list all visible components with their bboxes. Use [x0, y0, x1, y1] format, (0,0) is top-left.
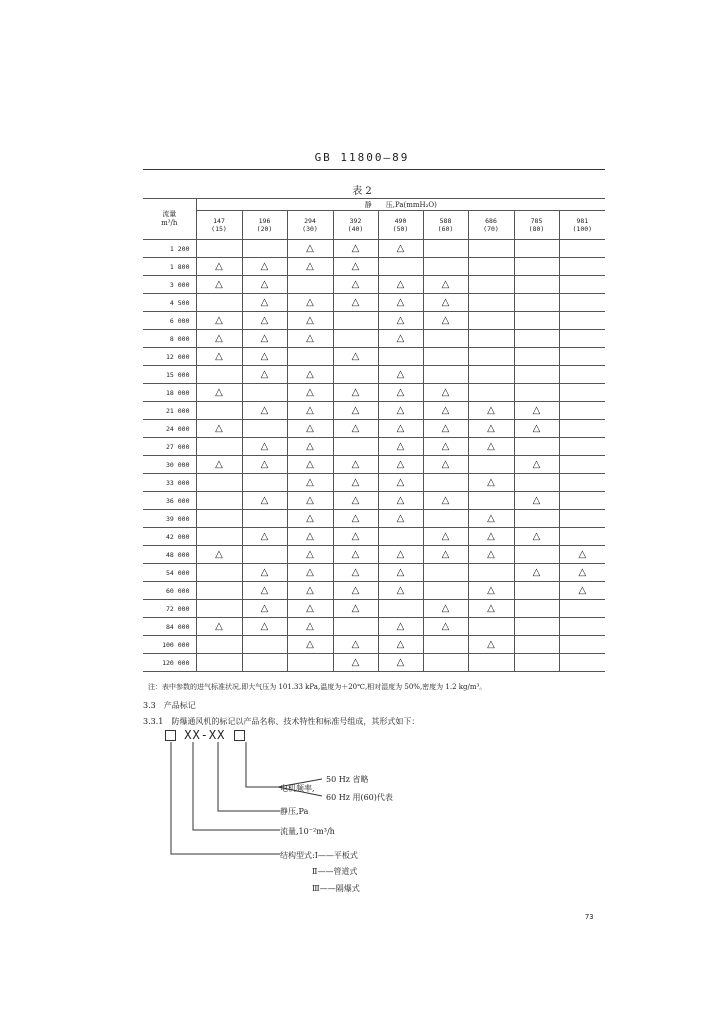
- triangle-mark-icon: △: [260, 296, 269, 308]
- triangle-mark-icon: △: [351, 242, 360, 254]
- flow-value: 100 000: [143, 636, 196, 654]
- triangle-mark-icon: △: [396, 332, 405, 344]
- triangle-mark-icon: △: [441, 422, 450, 434]
- triangle-mark-icon: △: [215, 278, 223, 290]
- triangle-mark-icon: △: [306, 260, 314, 272]
- triangle-mark-icon: △: [578, 566, 587, 578]
- triangle-mark-icon: △: [396, 242, 405, 254]
- freq-label: 电机频率,: [280, 784, 315, 793]
- static-pressure-header: 静 压,Pa(mmH₂O): [196, 199, 605, 211]
- triangle-mark-icon: △: [351, 548, 360, 560]
- pressure-mmh2o: (30): [302, 225, 318, 233]
- triangle-mark-icon: △: [260, 278, 269, 290]
- triangle-mark-icon: △: [441, 548, 450, 560]
- flow-value: 84 000: [143, 618, 196, 636]
- triangle-mark-icon: △: [396, 638, 405, 650]
- triangle-mark-icon: △: [215, 314, 223, 326]
- triangle-mark-icon: △: [532, 566, 541, 578]
- triangle-mark-icon: △: [260, 368, 269, 380]
- pressure-pa: 686: [485, 217, 497, 225]
- triangle-mark-icon: △: [306, 386, 314, 398]
- triangle-mark-icon: △: [351, 296, 360, 308]
- triangle-mark-icon: △: [351, 458, 360, 470]
- pressure-mmh2o: (80): [528, 225, 545, 233]
- triangle-mark-icon: △: [306, 620, 314, 632]
- flow-value: 30 000: [143, 456, 196, 474]
- triangle-mark-icon: △: [215, 332, 223, 344]
- triangle-mark-icon: △: [396, 512, 405, 524]
- triangle-mark-icon: △: [351, 422, 360, 434]
- triangle-mark-icon: △: [487, 404, 495, 416]
- pressure-pa: 147: [213, 217, 225, 225]
- triangle-mark-icon: △: [306, 494, 314, 506]
- triangle-mark-icon: △: [441, 458, 450, 470]
- triangle-mark-icon: △: [396, 296, 405, 308]
- triangle-mark-icon: △: [306, 404, 314, 416]
- pressure-pa: 196: [258, 217, 271, 225]
- triangle-mark-icon: △: [306, 584, 314, 596]
- flow-value: 42 000: [143, 528, 196, 546]
- pressure-mmh2o: (60): [437, 225, 454, 233]
- flow-value: 39 000: [143, 510, 196, 528]
- triangle-mark-icon: △: [396, 656, 405, 668]
- flow-value: 8 000: [143, 330, 196, 348]
- triangle-mark-icon: △: [351, 530, 360, 542]
- flow-value: 21 000: [143, 402, 196, 420]
- flow-label: 流量,10⁻²m³/h: [280, 827, 335, 836]
- flow-value: 18 000: [143, 384, 196, 402]
- triangle-mark-icon: △: [306, 296, 314, 308]
- page-number: 73: [585, 913, 594, 921]
- triangle-mark-icon: △: [306, 638, 314, 650]
- triangle-mark-icon: △: [215, 422, 223, 434]
- triangle-mark-icon: △: [260, 620, 269, 632]
- pressure-pa: 981: [576, 217, 589, 225]
- flow-value: 48 000: [143, 546, 196, 564]
- flow-value: 6 000: [143, 312, 196, 330]
- triangle-mark-icon: △: [306, 440, 314, 452]
- flow-value: 54 000: [143, 564, 196, 582]
- triangle-mark-icon: △: [441, 404, 450, 416]
- triangle-mark-icon: △: [306, 566, 314, 578]
- triangle-mark-icon: △: [306, 476, 314, 488]
- triangle-mark-icon: △: [487, 638, 495, 650]
- triangle-mark-icon: △: [396, 458, 405, 470]
- triangle-mark-icon: △: [441, 278, 450, 290]
- triangle-mark-icon: △: [487, 476, 495, 488]
- triangle-mark-icon: △: [351, 404, 360, 416]
- triangle-mark-icon: △: [306, 458, 314, 470]
- flow-header-label: 流量: [162, 210, 177, 218]
- triangle-mark-icon: △: [487, 440, 495, 452]
- triangle-mark-icon: △: [306, 602, 314, 614]
- pressure-pa: 490: [394, 217, 407, 225]
- triangle-mark-icon: △: [396, 278, 405, 290]
- flow-value: 24 000: [143, 420, 196, 438]
- triangle-mark-icon: △: [396, 620, 405, 632]
- triangle-mark-icon: △: [351, 386, 360, 398]
- triangle-mark-icon: △: [441, 440, 450, 452]
- pressure-pa: 785: [530, 217, 543, 225]
- freq-option-50hz: 50 Hz 省略: [326, 775, 369, 784]
- pressure-label: 静压,Pa: [280, 807, 309, 816]
- triangle-mark-icon: △: [396, 566, 405, 578]
- triangle-mark-icon: △: [351, 602, 360, 614]
- flow-value: 36 000: [143, 492, 196, 510]
- triangle-mark-icon: △: [306, 548, 314, 560]
- flow-value: 12 000: [143, 348, 196, 366]
- triangle-mark-icon: △: [441, 620, 450, 632]
- triangle-mark-icon: △: [396, 548, 405, 560]
- flow-value: 33 000: [143, 474, 196, 492]
- triangle-mark-icon: △: [260, 332, 269, 344]
- section-3-3-heading: 3.3 产品标记: [143, 701, 196, 710]
- triangle-mark-icon: △: [351, 260, 360, 272]
- flow-value: 1 200: [143, 240, 196, 258]
- triangle-mark-icon: △: [487, 530, 495, 542]
- triangle-mark-icon: △: [306, 368, 314, 380]
- triangle-mark-icon: △: [441, 296, 450, 308]
- freq-option-60hz: 60 Hz 用(60)代表: [326, 793, 393, 802]
- triangle-mark-icon: △: [396, 476, 405, 488]
- flow-value: 3 000: [143, 276, 196, 294]
- pressure-mmh2o: (40): [347, 225, 364, 233]
- marking-code-text: XX-XX: [184, 728, 226, 742]
- section-3-3-1-text: 3.3.1 防爆通风机的标记以产品名称、技术特性和标准号组成，其形式如下：: [143, 717, 420, 726]
- triangle-mark-icon: △: [260, 458, 269, 470]
- triangle-mark-icon: △: [306, 512, 314, 524]
- triangle-mark-icon: △: [260, 602, 269, 614]
- pressure-pa: 294: [304, 217, 316, 225]
- flow-value: 1 800: [143, 258, 196, 276]
- triangle-mark-icon: △: [487, 548, 495, 560]
- structure-label-1: 结构型式:Ⅰ——平板式: [280, 851, 358, 860]
- pressure-mmh2o: (20): [256, 225, 273, 233]
- triangle-mark-icon: △: [260, 530, 269, 542]
- triangle-mark-icon: △: [396, 584, 405, 596]
- triangle-mark-icon: △: [487, 512, 495, 524]
- triangle-mark-icon: △: [441, 494, 450, 506]
- triangle-mark-icon: △: [215, 260, 223, 272]
- triangle-mark-icon: △: [351, 566, 360, 578]
- triangle-mark-icon: △: [532, 494, 541, 506]
- triangle-mark-icon: △: [215, 620, 223, 632]
- triangle-mark-icon: △: [351, 278, 360, 290]
- flow-value: 72 000: [143, 600, 196, 618]
- triangle-mark-icon: △: [441, 386, 450, 398]
- triangle-mark-icon: △: [260, 584, 269, 596]
- triangle-mark-icon: △: [441, 602, 450, 614]
- triangle-mark-icon: △: [396, 368, 405, 380]
- triangle-mark-icon: △: [441, 314, 450, 326]
- flow-header-unit: m³/h: [161, 219, 178, 227]
- triangle-mark-icon: △: [260, 440, 269, 452]
- triangle-mark-icon: △: [396, 404, 405, 416]
- triangle-mark-icon: △: [260, 494, 269, 506]
- flow-value: 15 000: [143, 366, 196, 384]
- triangle-mark-icon: △: [351, 512, 360, 524]
- triangle-mark-icon: △: [260, 260, 269, 272]
- triangle-mark-icon: △: [215, 350, 223, 362]
- triangle-mark-icon: △: [532, 404, 541, 416]
- triangle-mark-icon: △: [351, 638, 360, 650]
- pressure-mmh2o: (70): [483, 225, 499, 233]
- triangle-mark-icon: △: [351, 656, 360, 668]
- flow-value: 4 500: [143, 294, 196, 312]
- triangle-mark-icon: △: [487, 584, 495, 596]
- triangle-mark-icon: △: [260, 404, 269, 416]
- triangle-mark-icon: △: [578, 548, 587, 560]
- structure-label-3: Ⅲ——隔爆式: [312, 884, 360, 893]
- flow-value: 27 000: [143, 438, 196, 456]
- triangle-mark-icon: △: [260, 314, 269, 326]
- triangle-mark-icon: △: [260, 350, 269, 362]
- triangle-mark-icon: △: [532, 458, 541, 470]
- triangle-mark-icon: △: [578, 584, 587, 596]
- triangle-mark-icon: △: [351, 584, 360, 596]
- table-caption: 表 2: [352, 186, 372, 197]
- triangle-mark-icon: △: [487, 602, 495, 614]
- flow-value: 120 000: [143, 654, 196, 672]
- pressure-mmh2o: (15): [211, 225, 227, 233]
- triangle-mark-icon: △: [351, 476, 360, 488]
- triangle-mark-icon: △: [532, 422, 541, 434]
- flow-value: 60 000: [143, 582, 196, 600]
- pressure-mmh2o: (100): [572, 225, 593, 233]
- triangle-mark-icon: △: [260, 566, 269, 578]
- standard-code-header: GB 11800—89: [314, 151, 410, 164]
- triangle-mark-icon: △: [396, 440, 405, 452]
- triangle-mark-icon: △: [306, 530, 314, 542]
- triangle-mark-icon: △: [487, 422, 495, 434]
- pressure-mmh2o: (50): [392, 225, 409, 233]
- triangle-mark-icon: △: [532, 530, 541, 542]
- triangle-mark-icon: △: [441, 530, 450, 542]
- triangle-mark-icon: △: [215, 458, 223, 470]
- pressure-pa: 588: [439, 217, 452, 225]
- triangle-mark-icon: △: [396, 386, 405, 398]
- triangle-mark-icon: △: [306, 422, 314, 434]
- triangle-mark-icon: △: [306, 332, 314, 344]
- triangle-mark-icon: △: [215, 386, 223, 398]
- triangle-mark-icon: △: [396, 422, 405, 434]
- triangle-mark-icon: △: [396, 314, 405, 326]
- pressure-pa: 392: [349, 217, 362, 225]
- triangle-mark-icon: △: [351, 350, 360, 362]
- triangle-mark-icon: △: [215, 548, 223, 560]
- triangle-mark-icon: △: [306, 242, 314, 254]
- structure-label-2: Ⅱ——管道式: [312, 867, 358, 876]
- table-note: 注：表中参数的进气标准状况,即大气压为 101.33 kPa,温度为＋20℃,相对湿度为 50%,密度为 1.2 kg/m³。: [148, 683, 487, 691]
- triangle-mark-icon: △: [351, 494, 360, 506]
- triangle-mark-icon: △: [396, 494, 405, 506]
- triangle-mark-icon: △: [306, 314, 314, 326]
